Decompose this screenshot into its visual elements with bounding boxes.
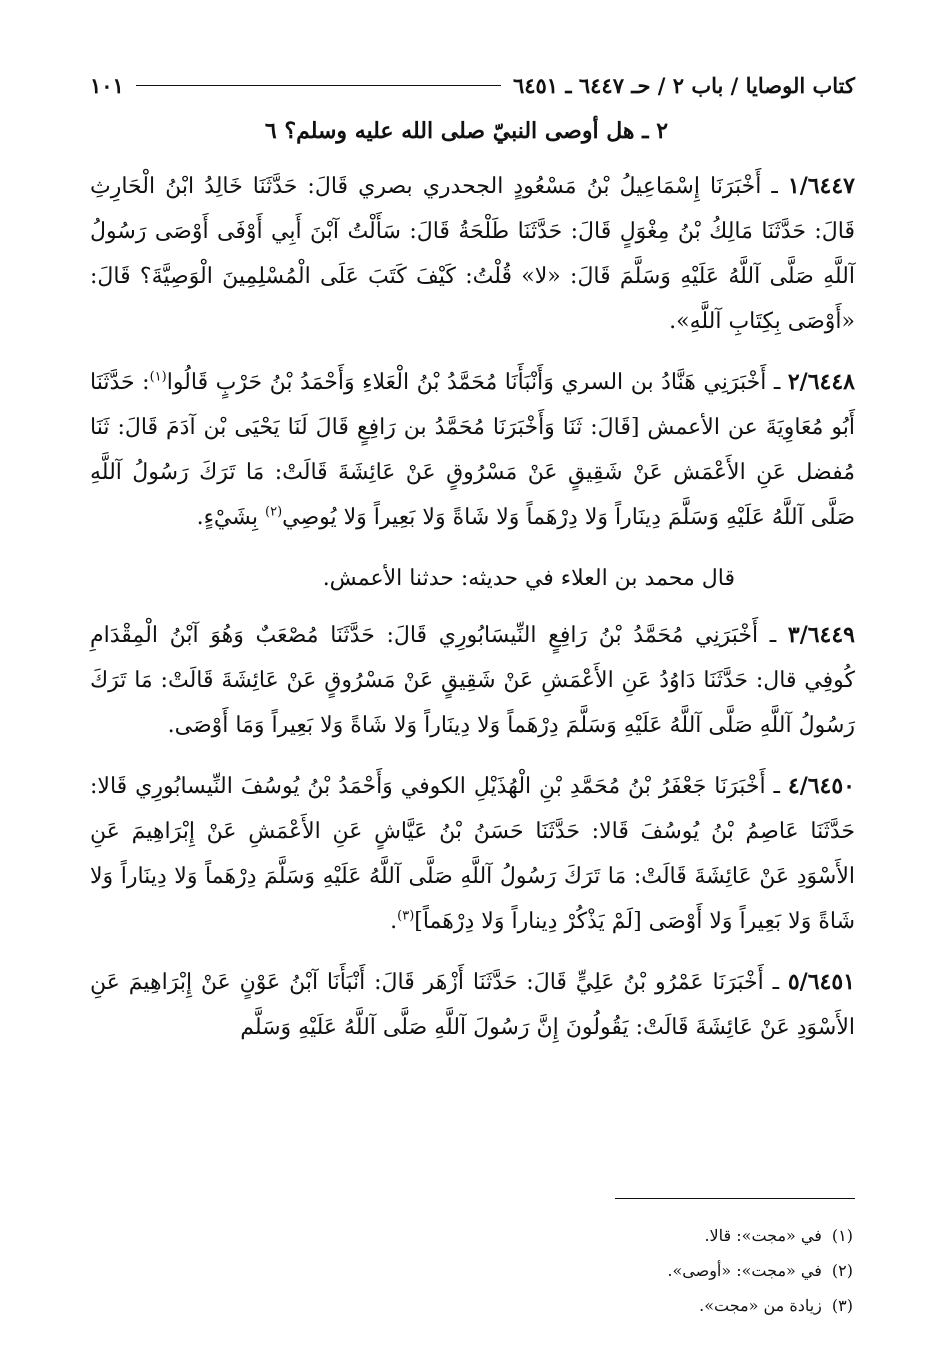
hadith-text: ـ أَخْبَرَنِي مُحَمَّدُ بْنُ رَافِعٍ النِّيسَابُورِي قَالَ: حَدَّثَنَا مُصْعَبٌ وَهُوَ آبْنُ الْمِقْدَامِ كُوفِي قال: حَدَّثَنَا دَاوُدُ عَنِ الأَعْمَشِ عَنْ شَقِيقٍ عَنْ مَسْرُوقٍ عَنْ عَائِشَةَ قَالَتْ: مَا تَرَكَ رَسُولُ آللَّهِ صَلَّى آللَّهُ عَلَيْهِ وَسَلَّمَ دِرْهَماً وَلا دِينَاراً وَلا شَاةً وَلا بَعِيراً وَمَا أَوْصَى. (90, 623, 855, 738)
chapter-heading: ٢ ـ هل أوصى النبيّ صلى الله عليه وسلم؟ ٦ (264, 118, 669, 144)
hadith-text: بِشَيْءٍ. (196, 505, 265, 530)
hadith-6447 (90, 164, 855, 344)
hadith-6451 (90, 960, 855, 1050)
footnote-text: في «مجت»: «أوصى». (667, 1261, 822, 1280)
hadith-6450 (90, 764, 855, 944)
running-header (90, 68, 855, 102)
footnote-1 (453, 1218, 853, 1253)
header-rule (136, 85, 501, 86)
footnote-ref-2: (٢) (265, 504, 283, 520)
footnote-text: زيادة من «مجت». (699, 1296, 822, 1315)
running-header-title: كتاب الوصايا / باب ٢ / حـ ٦٤٤٧ ـ ٦٤٥١ (512, 72, 855, 98)
hadith-text: ـ أَخْبَرَنَا جَعْفَرُ بْنُ مُحَمَّدِ بْنِ الْهُذَيْلِ الكوفي وَأَحْمَدُ بْنُ يُوسُفَ النِّيسابُورِي قَالا: حَدَّثَنَا عَاصِمُ بْنُ يُوسُفَ قَالا: حَدَّثَنَا حَسَنُ بْنُ عَيَّاشٍ عَنِ الأَعْمَشِ عَنْ إِبْرَاهِيمَ عَنِ الأَسْوَدِ عَنْ عَائِشَةَ قَالَتْ: مَا تَرَكَ رَسُولُ آللَّهِ صَلَّى آللَّهُ عَلَيْهِ وَسَلَّمَ دِرْهَماً وَلا دِينَاراً وَلا شَاةً وَلا بَعِيراً وَلا أَوْصَى [لَمْ يَذْكُرْ دِيناراً وَلا دِرْهَماً] (90, 774, 855, 934)
main-text (90, 164, 855, 1066)
footnote-3 (453, 1288, 853, 1323)
footnotes (453, 1218, 853, 1323)
hadith-number: ٣/٦٤٤٩ (787, 622, 855, 648)
footnote-text: في «مجت»: قالا. (704, 1226, 822, 1245)
hadith-number: ٥/٦٤٥١ (787, 969, 855, 995)
footnote-2 (453, 1253, 853, 1288)
hadith-text: . (390, 909, 398, 934)
hadith-number: ٢/٦٤٤٨ (787, 369, 855, 395)
hadith-text: ـ أَخْبَرَنِي هَنَّادُ بن السري وَأَنْبَأَنَا مُحَمَّدُ بْنُ الْعَلاءِ وَأَحْمَدُ بْنُ حَرْبٍ قَالُوا (166, 370, 781, 395)
footnote-separator (615, 1198, 855, 1199)
narrator-note: قال محمد بن العلاء في حديثه: حدثنا الأعمش. (322, 566, 735, 591)
hadith-number: ٤/٦٤٥٠ (787, 773, 855, 799)
hadith-text: : حَدَّثَنَا أَبُو مُعَاوِيَةَ عن الأعمش [قَالَ: ثَنَا وَأَخْبَرَنَا مُحَمَّدُ بن رَافِعٍ قَالَ لَنَا يَحْيَى بْن آدَمَ قَالَ: ثَنَا مُفضل عَنِ الأَعْمَش عَنْ شَقِيقٍ عَنْ مَسْرُوقٍ عَنْ عَائِشَةَ قَالَتْ: مَا تَرَكَ رَسُولُ آللَّهِ صَلَّى آللَّهُ عَلَيْهِ وَسَلَّمَ دِينَاراً وَلا دِرْهَماً وَلا شَاةً وَلا بَعِيراً وَلا يُوصِي (90, 370, 855, 530)
hadith-6448 (90, 360, 855, 540)
footnote-ref-1: (١) (149, 369, 167, 385)
page-number: ١٠١ (90, 72, 124, 98)
hadith-6449 (90, 613, 855, 748)
hadith-text: ـ أَخْبَرَنَا إِسْمَاعِيلُ بْنُ مَسْعُودٍ الجحدري بصري قَالَ: حَدَّثَنَا خَالِدُ ابْنُ الْحَارِثِ قَالَ: حَدَّثَنَا مَالِكُ بْنُ مِغْوَلٍ قَالَ: حَدَّثَنَا طَلْحَةُ قَالَ: سَأَلْتُ آبْنَ أَبِي أَوْفَى أَوْصَى رَسُولُ آللَّهِ صَلَّى آللَّهُ عَلَيْهِ وَسَلَّمَ قَالَ: «لا» قُلْتُ: كَيْفَ كَتَبَ عَلَى الْمُسْلِمِينَ الْوَصِيَّةَ؟ قَالَ: «أَوْصَى بِكِتَابِ آللَّهِ». (90, 174, 855, 334)
hadith-text: ـ أَخْبَرَنَا عَمْرُو بْنُ عَلِيٍّ قَالَ: حَدَّثَنَا أَزْهَر قَالَ: أَنْبَأَنَا آبْنُ عَوْنٍ عَنْ إِبْرَاهِيمَ عَنِ الأَسْوَدِ عَنْ عَائِشَةَ قَالَتْ: يَقُولُونَ إِنَّ رَسُولَ آللَّهِ صَلَّى آللَّهُ عَلَيْهِ وَسَلَّم (90, 970, 855, 1040)
footnote-number: (١) (831, 1226, 853, 1245)
footnote-number: (٣) (831, 1296, 853, 1315)
hadith-number: ١/٦٤٤٧ (787, 173, 855, 199)
footnote-ref-3: (٣) (397, 908, 415, 924)
footnote-number: (٢) (831, 1261, 853, 1280)
